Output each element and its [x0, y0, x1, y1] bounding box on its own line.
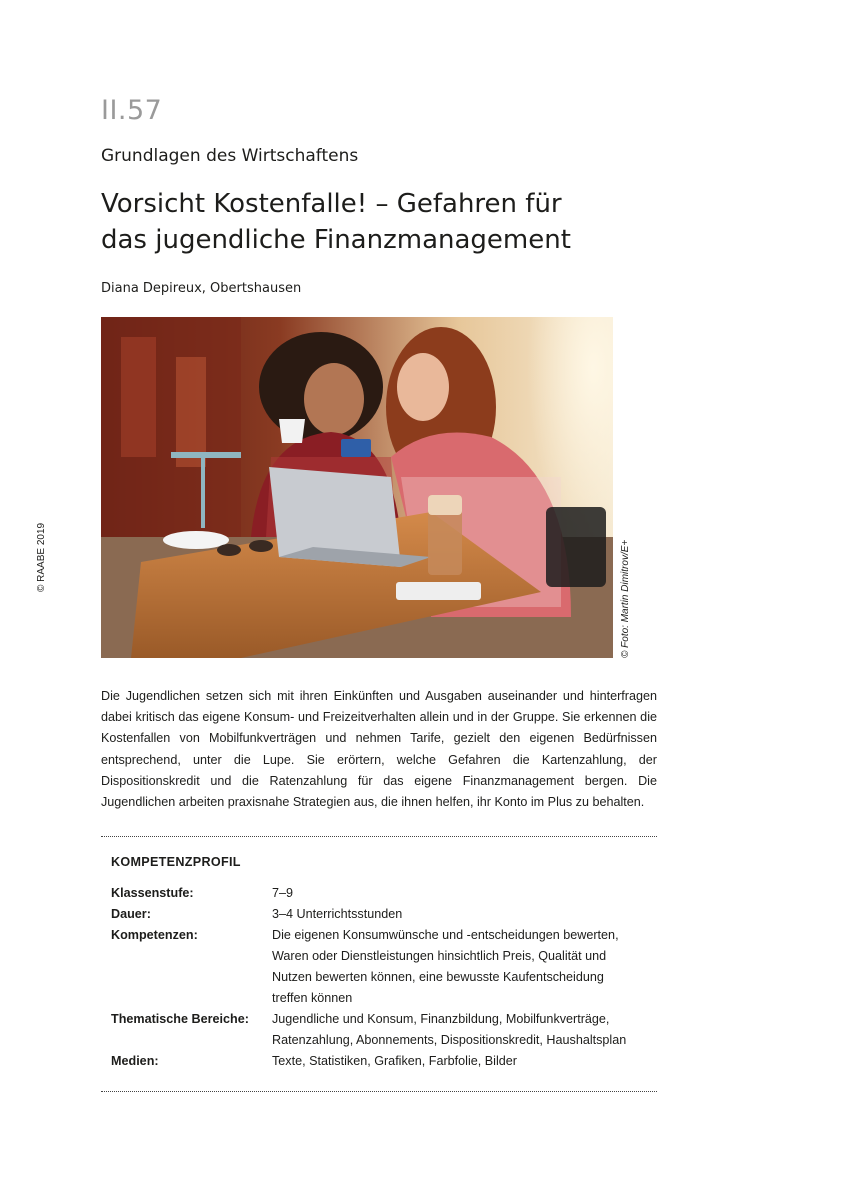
profile-row-competences: [111, 925, 657, 1009]
profile-heading: KOMPETENZPROFIL: [111, 855, 241, 869]
profile-label: Dauer:: [111, 907, 151, 921]
intro-paragraph: Die Jugendlichen setzen sich mit ihren Einkünften und Ausgaben auseinander und hinterfragen dabei kritisch das eigene Konsum- und Freizeitverhalten allein und in der Gruppe. Sie erkennen die Kostenfallen von Mobilfunkverträgen und nehmen Tarife, gezielt den eigenen Bedürfnissen entsprechend, unter die Lupe. Sie erörtern, welche Gefahren die Kartenzahlung, der Dispositionskredit und die Ratenzahlung für das eigene Finanzmanagement bergen. Die Jugendlichen arbeiten praxisnahe Strategien aus, die ihnen helfen, ihr Konto im Plus zu behalten.: [101, 689, 657, 810]
title-line-2: das jugendliche Finanzmanagement: [101, 225, 571, 255]
profile-value: Jugendliche und Konsum, Finanzbildung, Mobilfunkverträge, Ratenzahlung, Abonnements, Dispositionskredit, Haushaltsplan: [272, 1012, 627, 1047]
profile-row-grade: [111, 883, 657, 904]
cover-photo: [101, 317, 613, 658]
profile-label: Klassenstufe:: [111, 886, 194, 900]
divider-bottom: [101, 1091, 657, 1092]
profile-row-duration: [111, 904, 657, 925]
profile-value: Texte, Statistiken, Grafiken, Farbfolie, Bilder: [272, 1054, 517, 1068]
page-title: [101, 186, 701, 258]
photo-credit: © Foto: Martin Dimitrov/E+: [620, 539, 631, 658]
title-line-1: Vorsicht Kostenfalle! – Gefahren für: [101, 189, 562, 219]
side-copyright: © RAABE 2019: [36, 522, 47, 592]
profile-value: 7–9: [272, 886, 294, 900]
profile-value: Die eigenen Konsumwünsche und -entscheidungen bewerten, Waren oder Dienstleistungen hinsichtlich Preis, Qualität und Nutzen bewerten können, eine bewusste Kaufentscheidung treffen können: [272, 928, 619, 1005]
profile-value: 3–4 Unterrichtsstunden: [272, 907, 403, 921]
subject-heading: Grundlagen des Wirtschaftens: [101, 146, 359, 166]
profile-label: Medien:: [111, 1054, 159, 1068]
competence-profile: [111, 883, 657, 1072]
profile-label: Kompetenzen:: [111, 928, 198, 942]
divider-top: [101, 836, 657, 837]
profile-row-media: [111, 1051, 657, 1072]
author-line: Diana Depireux, Obertshausen: [101, 281, 302, 296]
profile-label: Thematische Bereiche:: [111, 1012, 249, 1026]
profile-row-topics: [111, 1009, 657, 1051]
series-number: II.57: [101, 95, 163, 126]
